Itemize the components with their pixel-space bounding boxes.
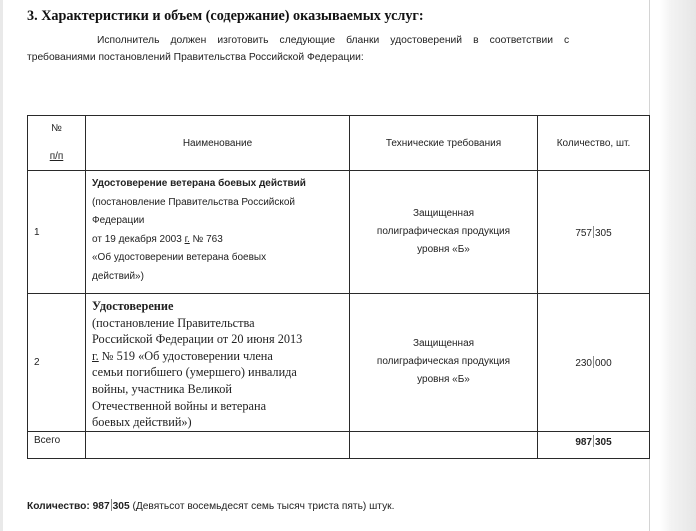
date-prefix: от 19 декабря 2003 bbox=[92, 233, 185, 245]
qty-units: 305 bbox=[595, 227, 612, 239]
text-cursor-mark bbox=[593, 356, 594, 368]
requirement-line: полиграфическая продукция bbox=[376, 226, 511, 237]
total-empty-cell bbox=[350, 431, 538, 458]
table-total-row bbox=[28, 431, 650, 458]
header-name: Наименование bbox=[86, 116, 350, 171]
text-cursor-mark bbox=[593, 226, 594, 238]
header-requirements: Технические требования bbox=[350, 116, 538, 171]
qty-thousands: 757 bbox=[575, 227, 592, 239]
intro-line-1: Исполнитель должен изготовить следующие бланки удостоверений в соответствии с bbox=[97, 35, 570, 46]
date-g: г. bbox=[92, 348, 99, 363]
page-right-edge bbox=[660, 0, 696, 531]
row-quantity bbox=[538, 171, 650, 294]
intro-paragraph bbox=[27, 32, 652, 66]
row-name-line bbox=[92, 348, 343, 365]
row-name-date-line bbox=[92, 231, 343, 250]
row-name-line: войны, участника Великой bbox=[92, 381, 233, 396]
row-name bbox=[86, 171, 350, 294]
row-name-line: Отечественной войны и ветерана bbox=[92, 398, 267, 413]
summary-label: Количество: bbox=[27, 501, 90, 512]
header-number-sign: № bbox=[51, 123, 62, 134]
qty-units: 000 bbox=[595, 357, 612, 369]
row-number: 2 bbox=[28, 294, 86, 432]
qty-thousands: 987 bbox=[575, 436, 592, 448]
date-g: г. bbox=[184, 233, 190, 245]
text-cursor-mark bbox=[593, 435, 594, 447]
row-name-line: боевых действий») bbox=[92, 415, 192, 430]
row-name-text: № 519 «Об удостоверении члена bbox=[98, 348, 273, 363]
row-name-title: Удостоверение ветерана боевых действий bbox=[92, 178, 306, 189]
summary-qty-units: 305 bbox=[112, 501, 130, 512]
date-suffix: № 763 bbox=[189, 233, 223, 245]
row-name-line: Российской Федерации от 20 июня 2013 bbox=[92, 332, 303, 347]
requirement-line: уровня «Б» bbox=[417, 244, 470, 255]
requirement-line: Защищенная bbox=[412, 208, 475, 219]
total-empty-cell bbox=[86, 431, 350, 458]
table-row bbox=[28, 171, 650, 294]
row-quantity bbox=[538, 294, 650, 432]
row-requirements bbox=[350, 294, 538, 432]
requirement-line: Защищенная bbox=[412, 338, 475, 350]
header-quantity: Количество, шт. bbox=[538, 116, 650, 171]
qty-thousands: 230 bbox=[575, 357, 592, 369]
row-requirements bbox=[350, 171, 538, 294]
qty-units: 305 bbox=[595, 436, 612, 448]
page-left-edge bbox=[0, 0, 3, 531]
total-quantity bbox=[538, 431, 650, 458]
total-label: Всего bbox=[28, 431, 86, 458]
requirement-line: уровня «Б» bbox=[417, 374, 470, 386]
services-table bbox=[27, 115, 650, 459]
table-header-row bbox=[28, 116, 650, 171]
row-name-line: (постановление Правительства Российской bbox=[92, 196, 296, 208]
section-heading: 3. Характеристики и объем (содержание) оказываемых услуг: bbox=[27, 8, 424, 24]
row-name-line: «Об удостоверении ветерана боевых bbox=[92, 252, 267, 263]
row-name-line: (постановление Правительства bbox=[92, 315, 255, 330]
row-name-title: Удостоверение bbox=[92, 299, 174, 313]
row-name-line: действий») bbox=[92, 270, 144, 282]
header-number bbox=[28, 116, 86, 171]
summary-text: (Девятьсот восемьдесят семь тысяч триста пять) штук. bbox=[129, 501, 395, 512]
text-cursor-mark bbox=[111, 499, 112, 511]
row-name-line: Федерации bbox=[92, 215, 145, 226]
row-name bbox=[86, 294, 350, 432]
quantity-summary bbox=[27, 499, 394, 512]
intro-line-2: требованиями постановлений Правительства Российской Федерации: bbox=[27, 52, 364, 63]
summary-qty-thousands: 987 bbox=[92, 501, 110, 512]
header-number-pp: п/п bbox=[49, 151, 64, 162]
row-number: 1 bbox=[28, 171, 86, 294]
requirement-line: полиграфическая продукция bbox=[376, 356, 511, 368]
table-row bbox=[28, 294, 650, 432]
row-name-line: семьи погибшего (умершего) инвалида bbox=[92, 365, 297, 380]
